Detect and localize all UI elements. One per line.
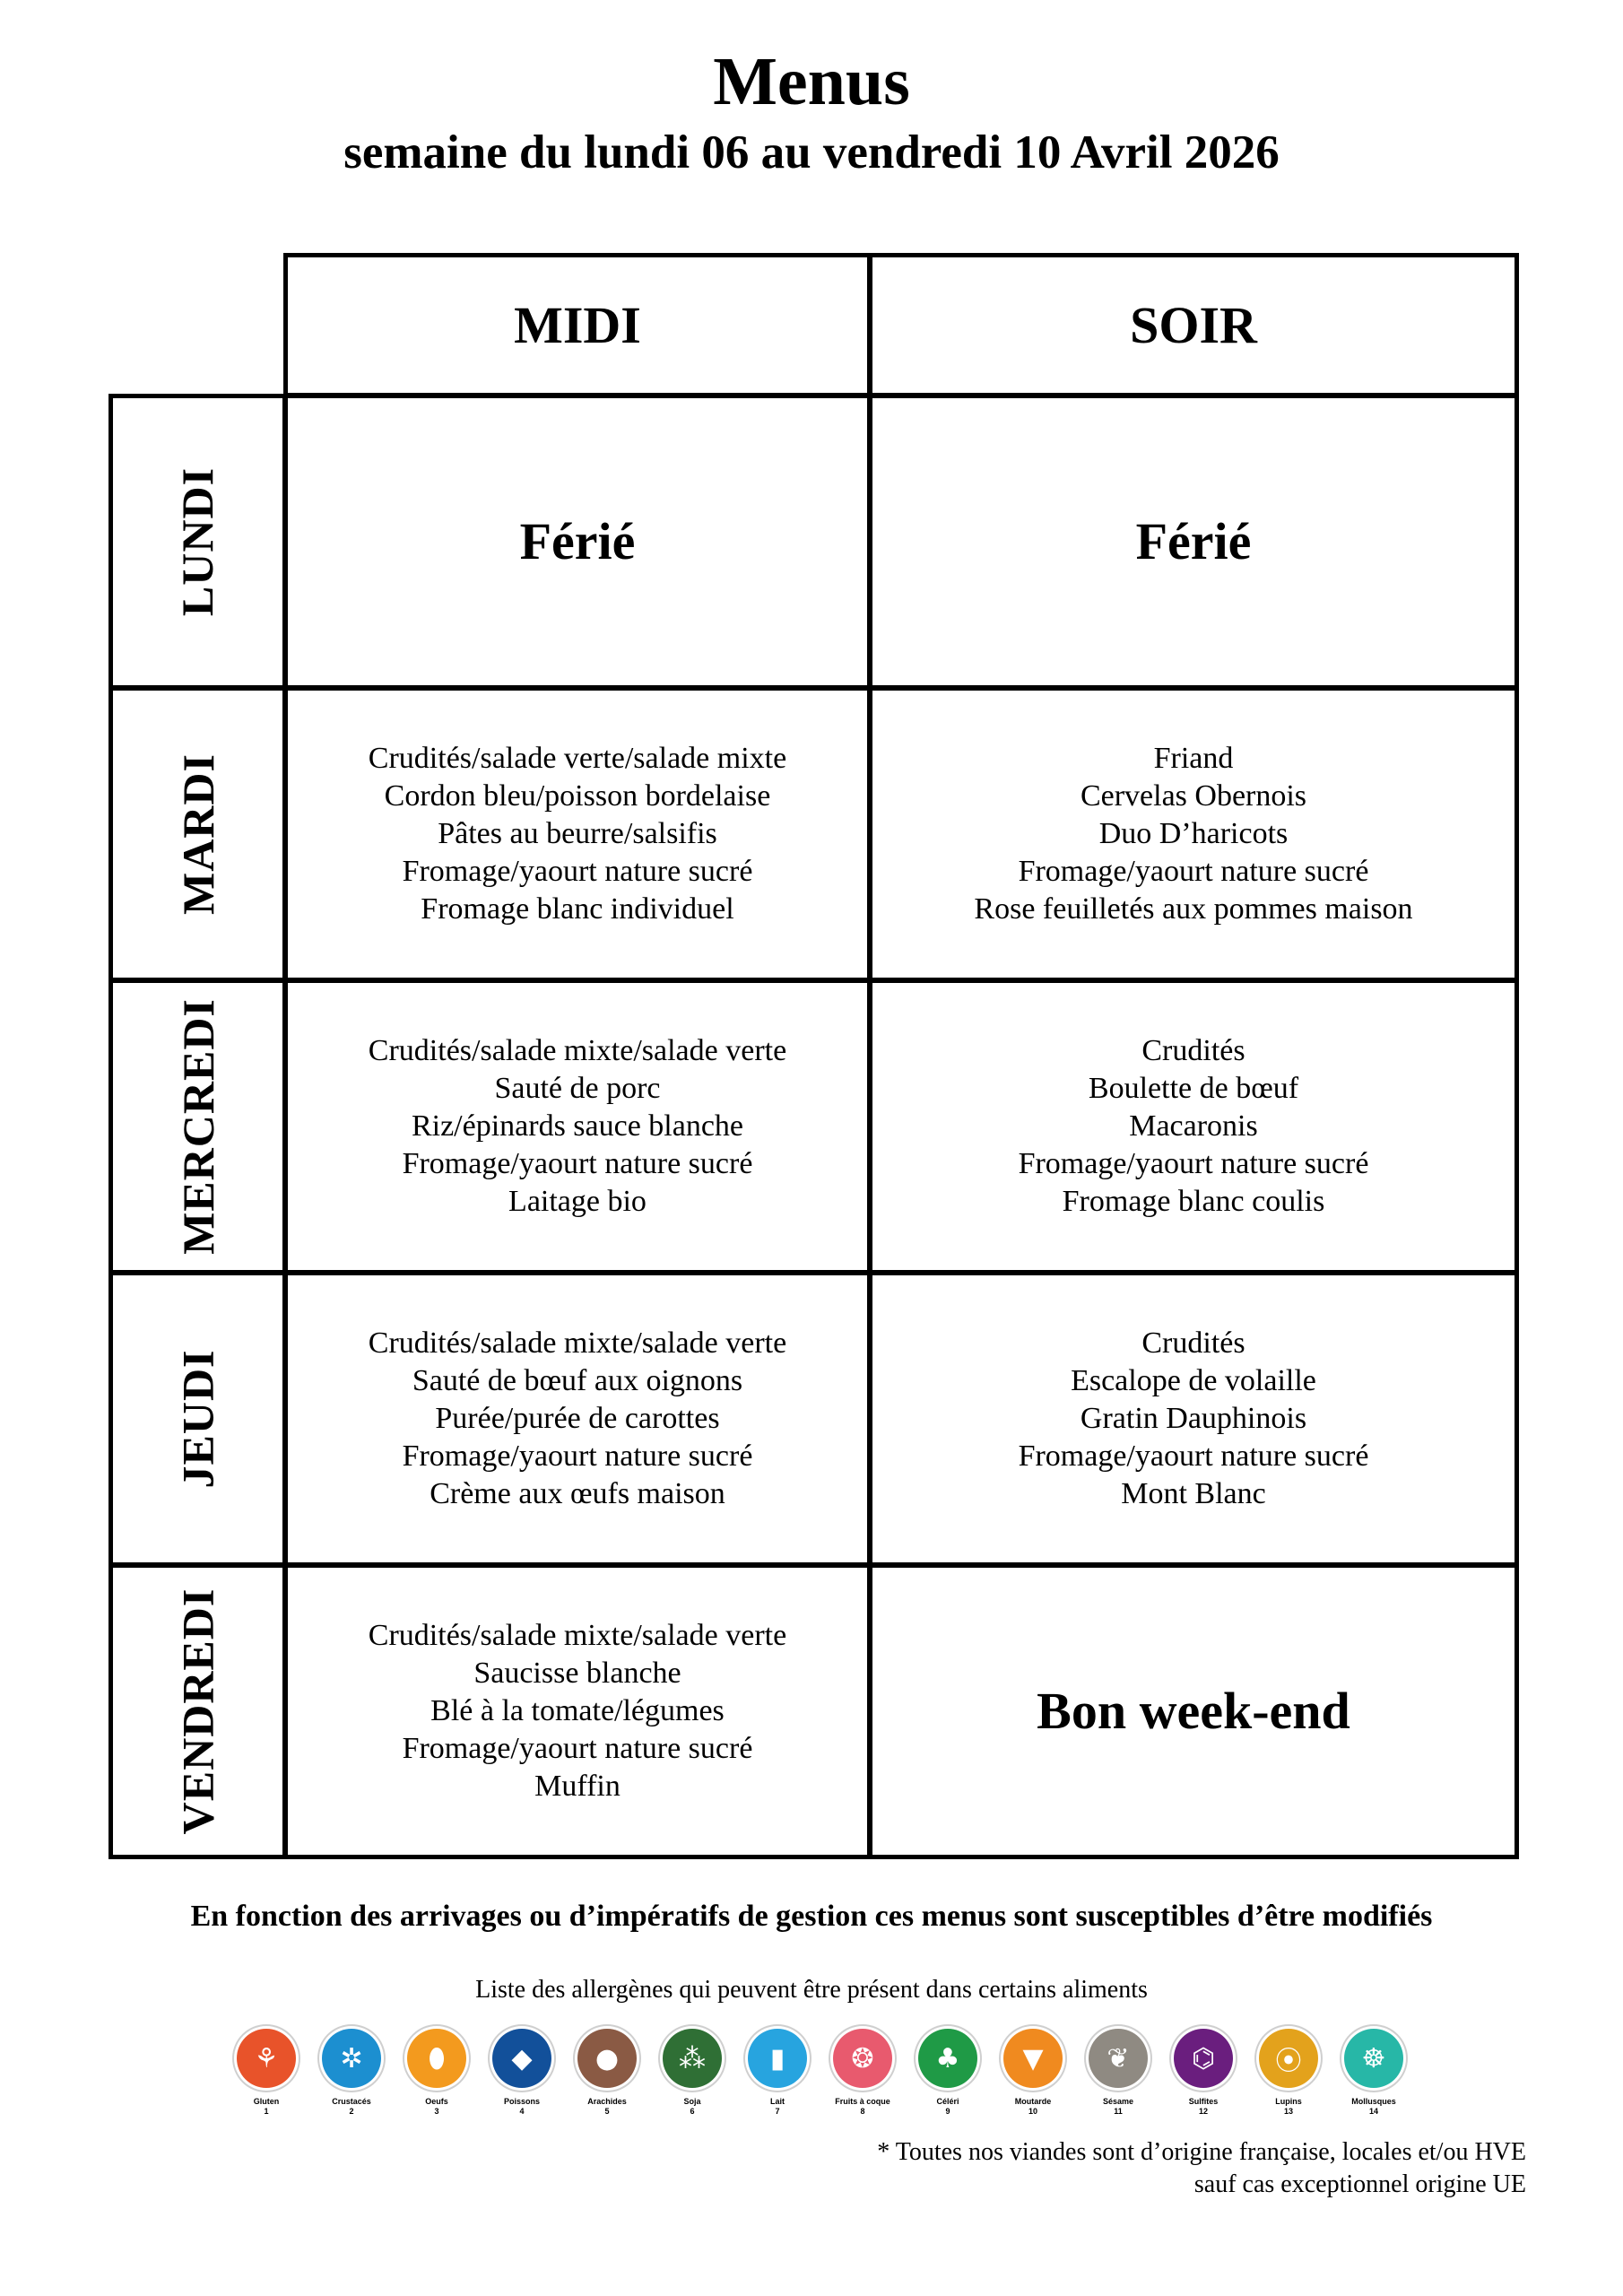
allergen-name: Moutarde — [1014, 2097, 1052, 2106]
allergen-name: Oeufs — [425, 2097, 448, 2106]
soir-cell — [868, 1271, 1519, 1567]
day-label: LUNDI — [172, 466, 223, 617]
allergen-number: 10 — [1028, 2107, 1037, 2116]
dish-line: Gratin Dauphinois — [1080, 1402, 1307, 1435]
midi-cell — [283, 1271, 872, 1567]
holiday-label: Férié — [1135, 512, 1252, 570]
soir-cell — [868, 1563, 1519, 1859]
allergen-item — [567, 2029, 647, 2117]
day-label: VENDREDI — [172, 1587, 223, 1835]
allergen-item — [1333, 2029, 1414, 2117]
day-label: JEUDI — [172, 1349, 223, 1489]
soir-cell — [868, 686, 1519, 982]
allergen-item — [652, 2029, 733, 2117]
allergen-number: 6 — [690, 2107, 695, 2116]
dish-line: Blé à la tomate/légumes — [430, 1694, 725, 1727]
menu-row-mardi — [108, 686, 1519, 982]
column-header-soir: SOIR — [868, 253, 1519, 397]
day-label-cell — [108, 394, 287, 690]
soy-icon: ⁂ — [663, 2029, 722, 2088]
allergen-number: 2 — [349, 2107, 354, 2116]
day-label-cell — [108, 686, 287, 982]
dish-line: Fromage/yaourt nature sucré — [1018, 1439, 1369, 1473]
day-label-cell — [108, 1563, 287, 1859]
dish-line: Laitage bio — [508, 1185, 647, 1218]
allergen-number: 9 — [945, 2107, 950, 2116]
dish-line: Fromage blanc coulis — [1062, 1185, 1325, 1218]
allergen-name: Arachides — [587, 2097, 627, 2106]
meat-origin-footnote-exception: sauf cas exceptionnel origine UE — [1193, 2170, 1526, 2198]
allergen-legend — [226, 2029, 1410, 2127]
sesame-icon: ❦ — [1089, 2029, 1148, 2088]
allergen-number: 7 — [775, 2107, 780, 2116]
crab-icon: ✲ — [322, 2029, 381, 2088]
allergen-number: 11 — [1114, 2107, 1123, 2116]
allergen-name: Céléri — [936, 2097, 959, 2106]
shell-icon: ☸ — [1344, 2029, 1403, 2088]
dish-line: Fromage/yaourt nature sucré — [402, 1732, 753, 1765]
dish-line: Escalope de volaille — [1071, 1364, 1316, 1397]
dish-line: Rose feuilletés aux pommes maison — [974, 892, 1413, 926]
nut-icon: ❂ — [833, 2029, 892, 2088]
celery-icon: ♣ — [918, 2029, 977, 2088]
dish-line: Fromage/yaourt nature sucré — [1018, 1147, 1369, 1180]
allergen-name: Sésame — [1102, 2097, 1134, 2106]
dish-line: Riz/épinards sauce blanche — [411, 1109, 744, 1143]
midi-cell — [283, 686, 872, 982]
dish-line: Crudités/salade mixte/salade verte — [368, 1034, 787, 1067]
dish-line: Boulette de bœuf — [1088, 1072, 1299, 1105]
allergen-item — [311, 2029, 392, 2117]
allergen-name: Lupins — [1275, 2097, 1302, 2106]
day-label-cell — [108, 1271, 287, 1567]
dish-line: Pâtes au beurre/salsifis — [438, 817, 717, 850]
page-subtitle: semaine du lundi 06 au vendredi 10 Avril 2026 — [343, 126, 1280, 178]
allergen-name: Sulfites — [1188, 2097, 1219, 2106]
soir-cell — [868, 978, 1519, 1274]
dish-line: Cervelas Obernois — [1080, 779, 1307, 813]
allergen-name: Gluten — [253, 2097, 280, 2106]
dish-line: Crudités — [1141, 1034, 1245, 1067]
dish-line: Muffin — [534, 1770, 621, 1803]
allergen-name: Poissons — [503, 2097, 540, 2106]
dish-line: Sauté de porc — [494, 1072, 661, 1105]
dish-line: Friand — [1153, 742, 1234, 775]
allergen-number: 4 — [519, 2107, 525, 2116]
allergen-item — [993, 2029, 1073, 2117]
menu-row-jeudi — [108, 1271, 1519, 1567]
allergen-item — [737, 2029, 818, 2117]
allergen-number: 12 — [1198, 2107, 1208, 2116]
dish-line: Cordon bleu/poisson bordelaise — [384, 779, 771, 813]
dish-line: Fromage/yaourt nature sucré — [402, 1147, 753, 1180]
dish-line: Fromage/yaourt nature sucré — [402, 855, 753, 888]
page-title: Menus — [713, 44, 910, 119]
dish-line: Fromage/yaourt nature sucré — [1018, 855, 1369, 888]
mustard-icon: ▼ — [1003, 2029, 1063, 2088]
fish-icon: ◆ — [492, 2029, 551, 2088]
allergen-item — [1163, 2029, 1244, 2117]
dish-line: Purée/purée de carottes — [435, 1402, 720, 1435]
allergen-item — [907, 2029, 988, 2117]
midi-cell — [283, 1563, 872, 1859]
lupin-icon: ⦿ — [1259, 2029, 1318, 2088]
wheat-icon: ⚘ — [237, 2029, 296, 2088]
menu-row-mercredi — [108, 978, 1519, 1274]
egg-icon: ⬮ — [407, 2029, 466, 2088]
dish-line: Crudités/salade mixte/salade verte — [368, 1619, 787, 1652]
menu-row-vendredi — [108, 1563, 1519, 1859]
dish-line: Sauté de bœuf aux oignons — [412, 1364, 743, 1397]
dish-line: Macaronis — [1129, 1109, 1258, 1143]
milk-icon: ▮ — [748, 2029, 807, 2088]
weekend-message: Bon week-end — [1037, 1682, 1350, 1740]
midi-cell — [283, 394, 872, 690]
dish-line: Crudités — [1141, 1326, 1245, 1360]
allergen-name: Crustacés — [332, 2097, 371, 2106]
allergen-number: 3 — [434, 2107, 439, 2116]
dish-line: Duo D’haricots — [1098, 817, 1289, 850]
dish-line: Fromage/yaourt nature sucré — [402, 1439, 753, 1473]
allergen-number: 5 — [604, 2107, 610, 2116]
allergen-number: 8 — [860, 2107, 865, 2116]
allergen-name: Soja — [683, 2097, 701, 2106]
column-header-midi: MIDI — [283, 253, 872, 397]
peanut-icon: ● — [577, 2029, 637, 2088]
sulphite-icon: ⌬ — [1174, 2029, 1233, 2088]
allergen-name: Mollusques — [1351, 2097, 1396, 2106]
day-label: MARDI — [172, 753, 223, 915]
allergen-name: Fruits à coque — [835, 2097, 890, 2106]
dish-line: Crudités/salade mixte/salade verte — [368, 1326, 787, 1360]
allergen-item — [482, 2029, 562, 2117]
meat-origin-footnote: * Toutes nos viandes sont d’origine française, locales et/ou HVE — [877, 2138, 1526, 2166]
allergen-number: 13 — [1283, 2107, 1293, 2116]
midi-cell — [283, 978, 872, 1274]
dish-line: Fromage blanc individuel — [421, 892, 734, 926]
allergen-item — [822, 2029, 903, 2117]
allergen-item — [226, 2029, 307, 2117]
soir-cell — [868, 394, 1519, 690]
holiday-label: Férié — [519, 512, 636, 570]
allergen-number: 14 — [1368, 2107, 1378, 2116]
dish-line: Mont Blanc — [1121, 1477, 1266, 1510]
allergen-item — [1078, 2029, 1159, 2117]
menu-change-notice: En fonction des arrivages ou d’impératifs de gestion ces menus sont susceptibles d’être modifiés — [190, 1900, 1433, 1933]
allergen-number: 1 — [264, 2107, 269, 2116]
menu-row-lundi — [108, 394, 1519, 690]
allergen-name: Lait — [769, 2097, 785, 2106]
allergen-item — [396, 2029, 477, 2117]
dish-line: Saucisse blanche — [473, 1657, 681, 1690]
day-label: MERCREDI — [172, 998, 223, 1255]
dish-line: Crème aux œufs maison — [430, 1477, 725, 1510]
day-label-cell — [108, 978, 287, 1274]
allergen-list-title: Liste des allergènes qui peuvent être présent dans certains aliments — [475, 1976, 1148, 2004]
dish-line: Crudités/salade verte/salade mixte — [368, 742, 787, 775]
allergen-item — [1248, 2029, 1329, 2117]
